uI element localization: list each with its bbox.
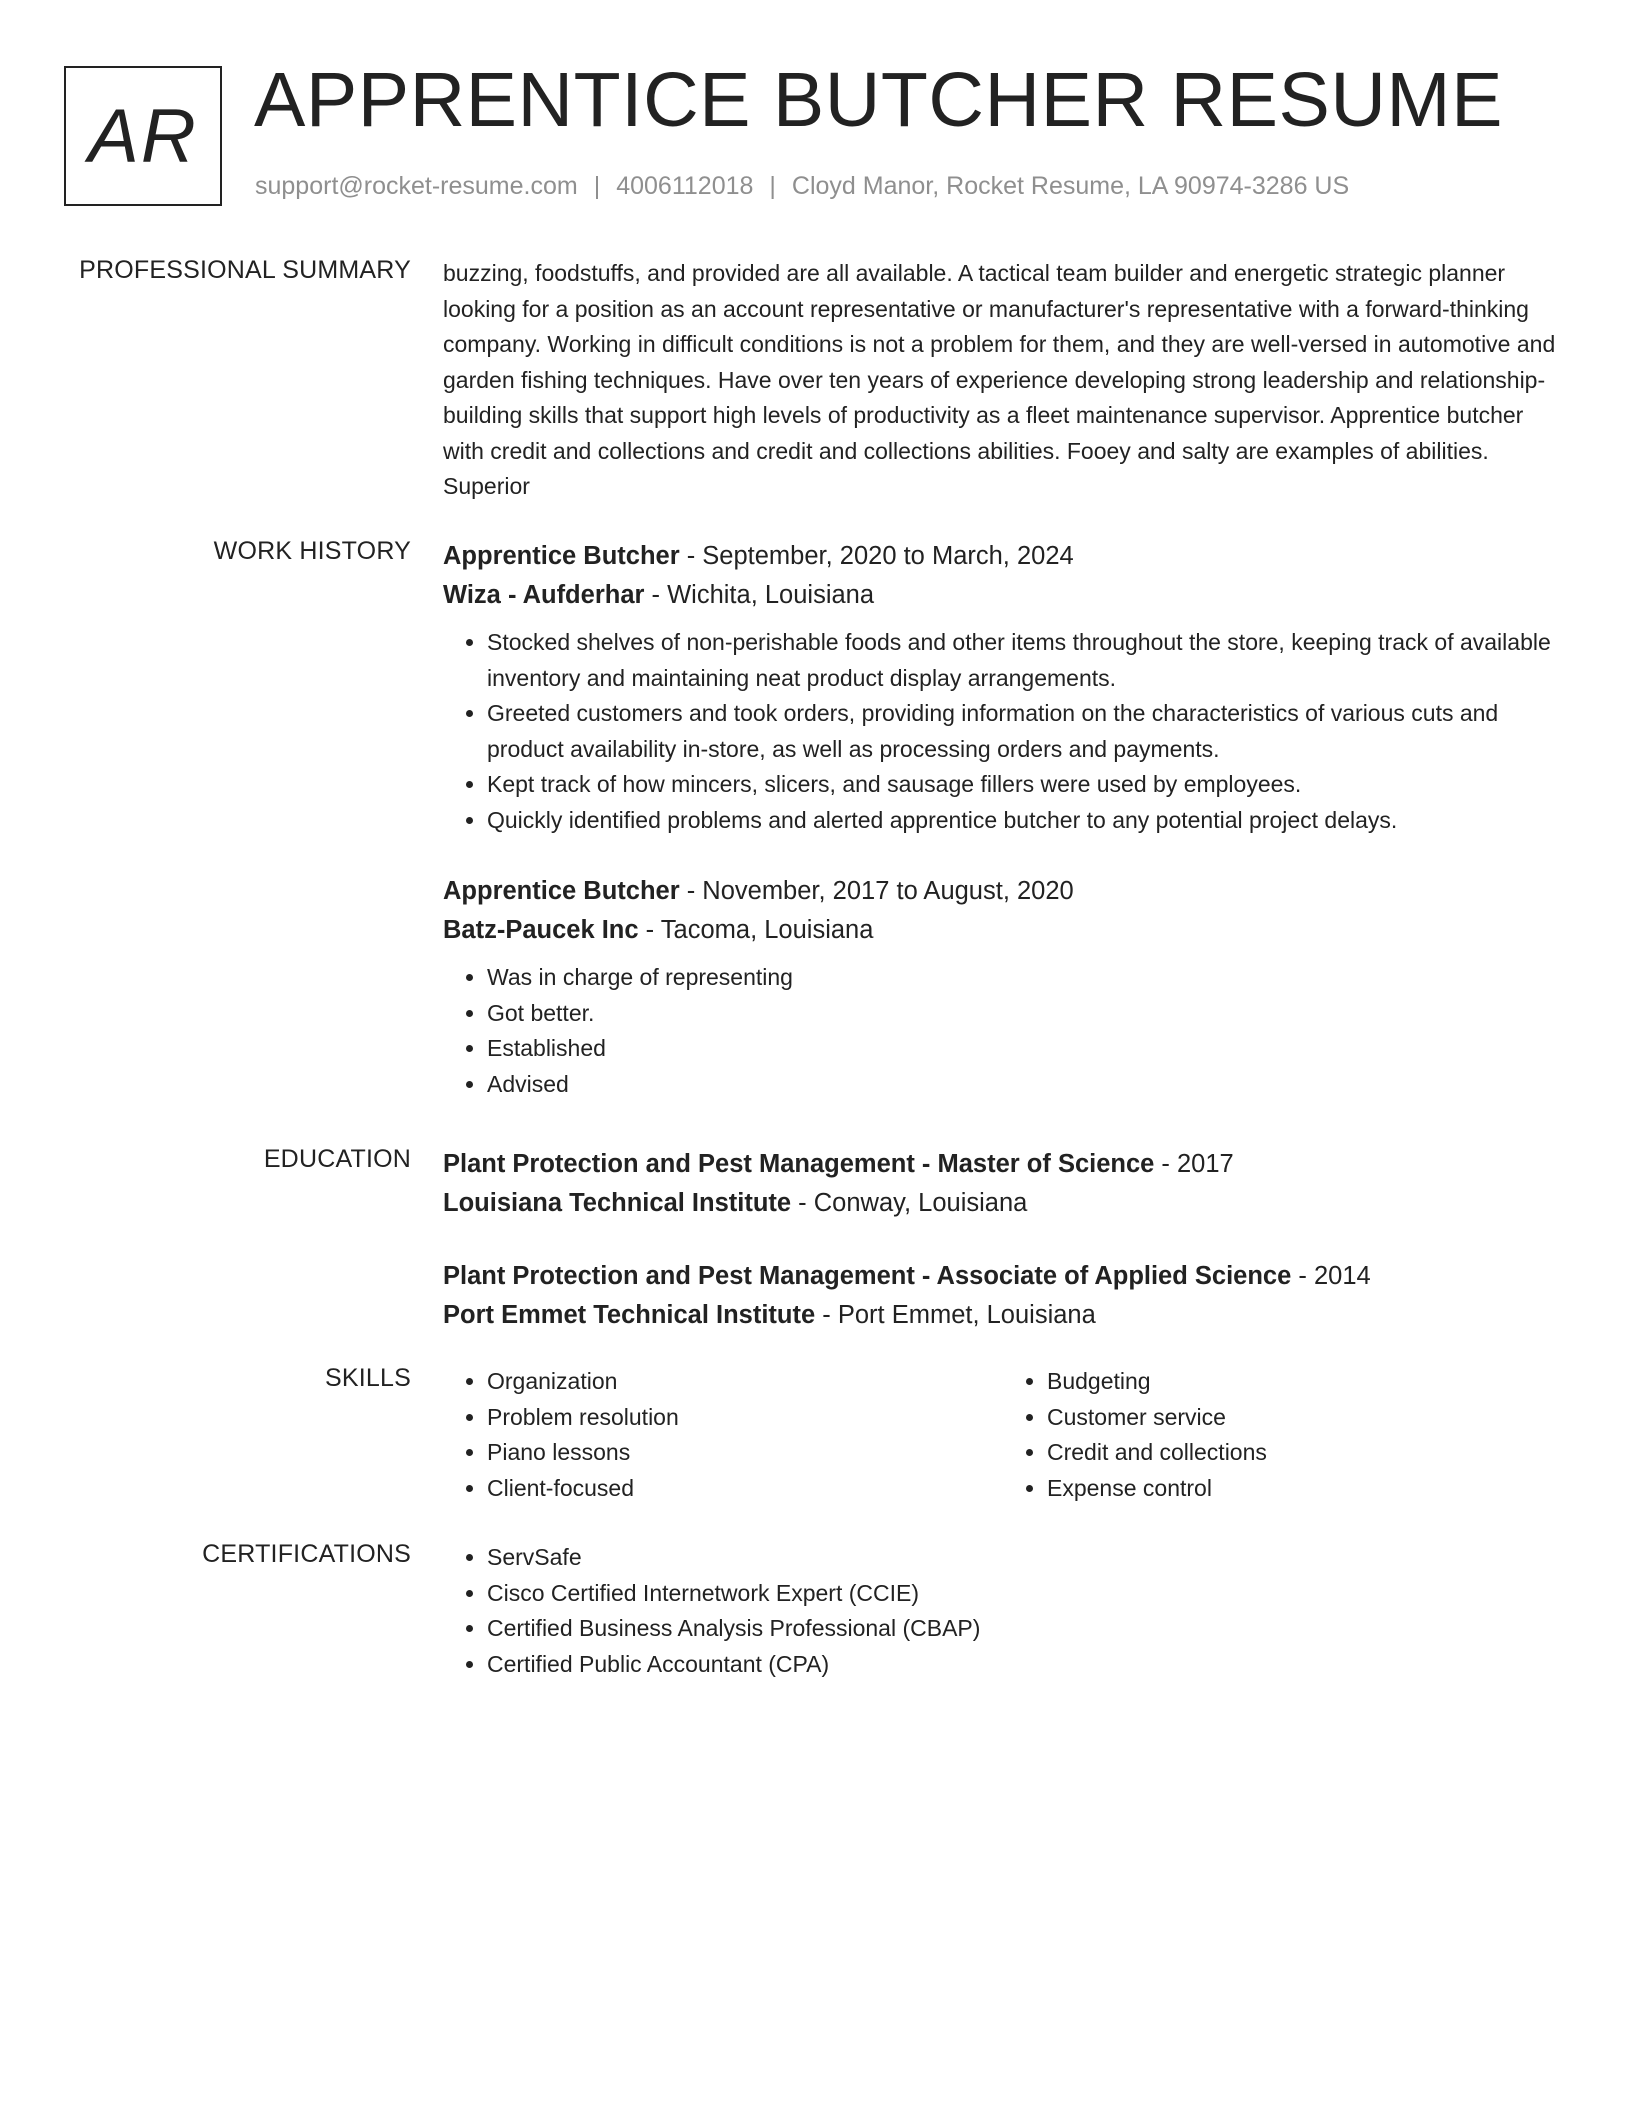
degree-line: [443, 1145, 1563, 1184]
list-item: • Customer service: [1047, 1400, 1563, 1436]
certifications-list: [443, 1540, 1563, 1682]
skills-list-left: [443, 1364, 1003, 1506]
job-company-line: [443, 911, 1563, 950]
job-company-line: [443, 576, 1563, 615]
degree-year: - 2017: [1154, 1150, 1234, 1178]
summary-body: [443, 256, 1563, 505]
job-bullets: [443, 625, 1563, 838]
list-item: • ServSafe: [487, 1540, 1563, 1576]
section-label-summary: PROFESSIONAL SUMMARY: [79, 256, 411, 284]
section-label-certifications: CERTIFICATIONS: [202, 1540, 411, 1568]
monogram-badge: [64, 66, 222, 206]
skills-grid: [443, 1364, 1563, 1506]
school-location: - Port Emmet, Louisiana: [815, 1301, 1096, 1329]
list-item: • Was in charge of representing: [487, 960, 1563, 996]
list-item: • Cisco Certified Internetwork Expert (CCIE): [487, 1576, 1563, 1612]
list-item: • Kept track of how mincers, slicers, and sausage fillers were used by employees.: [487, 767, 1563, 803]
list-item: • Quickly identified problems and alerted apprentice butcher to any potential project delays.: [487, 803, 1563, 839]
degree-name: Plant Protection and Pest Management - Master of Science: [443, 1150, 1155, 1178]
degree-name: Plant Protection and Pest Management - Associate of Applied Science: [443, 1262, 1292, 1290]
contact-address: Cloyd Manor, Rocket Resume, LA 90974-3286 US: [791, 172, 1350, 200]
job-bullets: [443, 960, 1563, 1102]
contact-separator: |: [593, 172, 601, 200]
list-item: • Credit and collections: [1047, 1435, 1563, 1471]
contact-phone[interactable]: 4006112018: [616, 172, 754, 200]
degree-year: - 2014: [1291, 1262, 1371, 1290]
job-company: Wiza - Aufderhar: [443, 581, 645, 609]
list-item: • Established: [487, 1031, 1563, 1067]
job-location: - Tacoma, Louisiana: [638, 916, 874, 944]
list-item: • Advised: [487, 1067, 1563, 1103]
list-item: • Problem resolution: [487, 1400, 1003, 1436]
education-body: [443, 1145, 1563, 1335]
job-location: - Wichita, Louisiana: [644, 581, 875, 609]
list-item: • Client-focused: [487, 1471, 1003, 1507]
monogram-initials: AR: [88, 93, 198, 179]
school-name: Port Emmet Technical Institute: [443, 1301, 816, 1329]
work-history-body: [443, 537, 1563, 1102]
job-dates: - November, 2017 to August, 2020: [679, 877, 1074, 905]
education-entry: [443, 1145, 1563, 1223]
job-entry: [443, 872, 1563, 1102]
list-item: • Certified Public Accountant (CPA): [487, 1647, 1563, 1683]
job-title: Apprentice Butcher: [443, 542, 680, 570]
list-item: • Budgeting: [1047, 1364, 1563, 1400]
job-company: Batz-Paucek Inc: [443, 916, 639, 944]
degree-line: [443, 1257, 1563, 1296]
school-location: - Conway, Louisiana: [791, 1189, 1028, 1217]
job-title-line: [443, 537, 1563, 576]
job-title: Apprentice Butcher: [443, 877, 680, 905]
list-item: • Expense control: [1047, 1471, 1563, 1507]
summary-text: buzzing, foodstuffs, and provided are all available. A tactical team builder and energetic strategic planner looking for a position as an account representative or manufacturer's representative with a forward-thinking company. Working in difficult conditions is not a problem for them, and they are well-versed in automotive and garden fishing techniques. Have over ten years of experience developing strong leadership and relationship-building skills that support high levels of productivity as a fleet maintenance supervisor. Apprentice butcher with credit and collections and credit and collections abilities. Fooey and salty are examples of abilities. Superior: [443, 260, 1556, 499]
list-item: • Stocked shelves of non-perishable foods and other items throughout the store, keeping track of available inventory and maintaining neat product display arrangements.: [487, 625, 1563, 696]
job-entry: [443, 537, 1563, 838]
page-title: APPRENTICE BUTCHER RESUME: [254, 57, 1503, 143]
school-line: [443, 1184, 1563, 1223]
job-dates: - September, 2020 to March, 2024: [679, 542, 1074, 570]
section-label-work-history: WORK HISTORY: [213, 537, 411, 565]
school-name: Louisiana Technical Institute: [443, 1189, 792, 1217]
job-title-line: [443, 872, 1563, 911]
list-item: • Got better.: [487, 996, 1563, 1032]
contact-email[interactable]: support@rocket-resume.com: [255, 172, 578, 200]
school-line: [443, 1296, 1563, 1335]
list-item: • Organization: [487, 1364, 1003, 1400]
certifications-body: [443, 1540, 1563, 1682]
contact-separator: |: [769, 172, 776, 200]
skills-body: [443, 1364, 1563, 1506]
list-item: • Piano lessons: [487, 1435, 1003, 1471]
list-item: • Greeted customers and took orders, providing information on the characteristics of various cuts and product availability in-store, as well as processing orders and payments.: [487, 696, 1563, 767]
section-label-skills: SKILLS: [325, 1364, 411, 1392]
list-item: • Certified Business Analysis Professional (CBAP): [487, 1611, 1563, 1647]
education-entry: [443, 1257, 1563, 1335]
section-label-education: EDUCATION: [263, 1145, 411, 1173]
skills-list-right: [1003, 1364, 1563, 1506]
contact-line: [255, 172, 1349, 201]
